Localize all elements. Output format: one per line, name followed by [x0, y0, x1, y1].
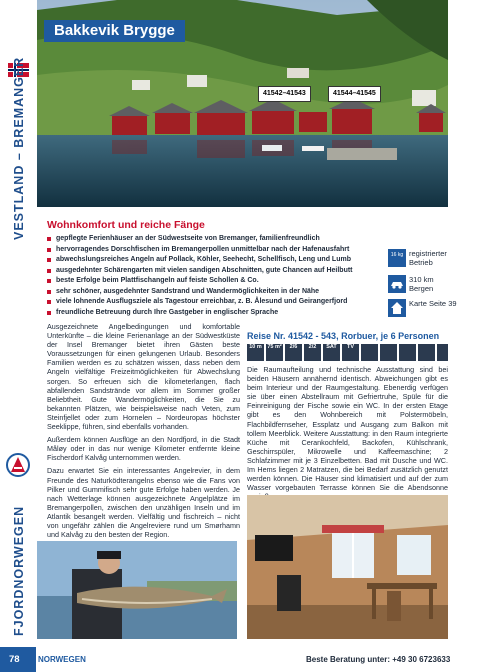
tv-icon: TV	[342, 344, 359, 361]
no-smoking-icon	[418, 344, 435, 361]
distance-info	[388, 275, 458, 295]
pets-icon	[437, 344, 448, 361]
highlights-list	[47, 234, 387, 318]
angler-photo	[37, 541, 237, 639]
list-item: hervorragendes Dorschfischen im Bremangerpollen unmittelbar nach der Hafenausfahrt	[47, 245, 387, 256]
scale-icon-label: 16 kg	[390, 252, 404, 258]
trip-description: Die Raumaufteilung und technische Ausstattung sind bei beiden Häusern annähernd identisch. Abweichungen gibt es beim Interieur und der Raumgestaltung. Ebenerdig verfügen sie über einen Abstellraum mit Gefriertruhe, Spüle für die Feinreinigung der Fische sowie ein WC. In der ersten Etage gibt es den Wohnbereich mit Polstermöbeln, Flachbildfernseher, Essplatz und Ausgang zum Balkon mit tollem Meerblick. Weitere Ausstattung: in den Raum integrierte Küche mit Cerankochfeld, Backofen, Kühlschrank, Geschirrspüler, Mikrowelle und Kaffeemaschine; 2 Schlafzimmer mit je 3 Einzelbetten. Bad mit Dusche und WC. Im Hems liegen 2 Matratzen, die bei Bedarf zusätzlich genutzt werden können. Die Häuser sind klimatisiert und auf der zum Wasser vorgebauten Terrasse können Sie die Abendsonne	[247, 365, 448, 493]
bedrooms-icon: 2/6	[285, 344, 302, 361]
list-item: freundliche Betreuung durch Ihre Gastgeber in englischer Sprache	[47, 308, 387, 319]
highlights-title: Wohnkomfort und reiche Fänge	[47, 219, 205, 231]
footer-contact: Beste Beratung unter: +49 30 6723633	[306, 655, 451, 664]
distance-text: 310 km Bergen	[409, 275, 434, 293]
footer-country: NORWEGEN	[38, 655, 86, 664]
paragraph: Ausgezeichnete Angelbedingungen und komfortable Unterkünfte – die kleine Ferienanlage an der Südwestküste der Insel Bremanger bietet ihren Gästen beste Voraussetzungen für einen gelungenen Urlaub. Besonders Familien werden es zu schätzen wissen, dass neben dem Angeln vielfältige Freizeitmöglichkeiten für Abwechslung sorgen. So erfreuen sich die kilometerlangen, flach abfallenden Sandstrände vor allem im Sommer großer Beliebtheit. Gute Wandermöglichkeiten, die Sie zu bekannten Plätzen, wie beispielsweise nach Veten, zum Steinfjellet oder zum Hornelen – Nordeuropas höchster Seeklippe, führen, sind ebenfalls vorhanden.	[47, 322, 240, 432]
distance-to-water-icon: 10 m	[247, 344, 264, 361]
list-item: viele lohnende Ausflugsziele als Tagestour erreichbar, z. B. Ålesund und Geirangerfjord	[47, 297, 387, 308]
list-item: beste Erfolge beim Plattfischangeln auf feiste Schollen & Co.	[47, 276, 387, 287]
dishwasher-icon	[361, 344, 378, 361]
house-icon	[388, 299, 406, 317]
region-label-top: VESTLAND – BREMANGER	[12, 56, 26, 240]
bathrooms-icon: 2/2	[304, 344, 321, 361]
list-item: sehr schöner, ausgedehnter Sandstrand und Wandermöglichkeiten in der Nähe	[47, 287, 387, 298]
interior-photo	[247, 495, 448, 639]
list-item: ausgedehnter Schärengarten mit vielen sandigen Abschnitten, gute Chancen auf Heilbutt	[47, 266, 387, 277]
list-item: abwechslungsreiches Angeln auf Pollack, Köhler, Seehecht, Schellfisch, Leng und Lumb	[47, 255, 387, 266]
house-number-badge: 41544–41545	[328, 86, 381, 102]
list-item: gepflegte Ferienhäuser an der Südwestseite von Bremanger, familienfreundlich	[47, 234, 387, 245]
scale-icon	[388, 249, 406, 267]
registered-text: registrierter Betrieb	[409, 249, 447, 267]
paragraph: Dazu erwartet Sie ein interessantes Angelrevier, in dem Freunde des Naturködterangelns ebenso wie die Fans von Pilker und Gummifisch sehr gute Erfolge haben werden. Je nach Wetterlage können ausgezeichnete Angelplätze im Bremangerpollen, zwischen den unzähligen Inseln und im Atlantik besangelt werden. Vielfältig und fischreich – nicht von ungefähr zählen die Angelreviere rund um Smørhamn und Kalvåg zu den besten der Region.	[47, 466, 240, 540]
house-number-badge: 41542–41543	[258, 86, 311, 102]
registered-info	[388, 249, 458, 269]
washer-icon	[380, 344, 397, 361]
trip-title: Reise Nr. 41542 - 543, Rorbuer, je 6 Personen	[247, 331, 440, 341]
living-area-icon: 75 m²	[266, 344, 283, 361]
brand-logo-icon	[5, 452, 31, 478]
left-column-text	[47, 322, 240, 543]
wifi-icon	[399, 344, 416, 361]
map-info	[388, 299, 458, 319]
paragraph: Außerdem können Ausflüge an den Nordfjord, in die Stadt Måløy oder in das nur wenige Kilometer entfernte kleine Fischerdorf Kalvåg unternommen werden.	[47, 435, 240, 463]
car-icon	[388, 275, 406, 293]
page-number: 78	[9, 654, 20, 665]
map-text: Karte Seite 39	[409, 299, 457, 308]
resort-title: Bakkevik Brygge	[44, 20, 185, 42]
region-label-bottom: FJORDNORWEGEN	[12, 505, 26, 636]
satellite-icon: SAT	[323, 344, 340, 361]
amenity-icon-row	[247, 344, 448, 361]
